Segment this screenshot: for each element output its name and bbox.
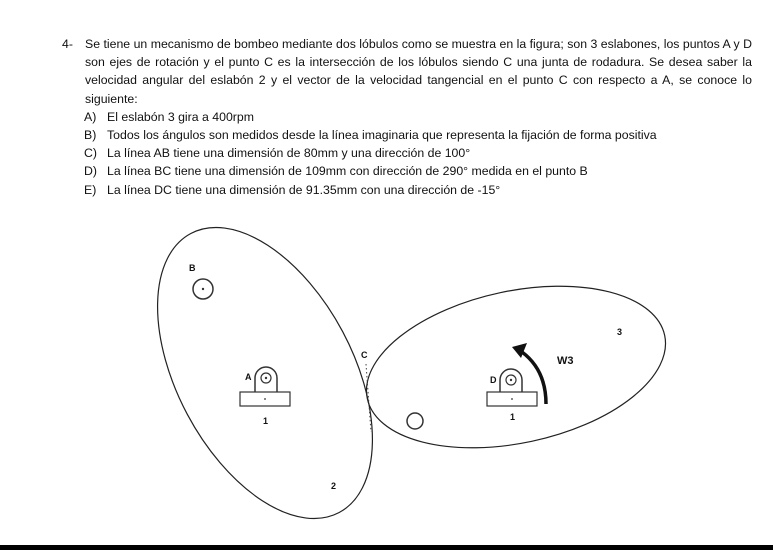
list-item: D) La línea BC tiene una dimensión de 109mm con dirección de 290° medida en el punto B — [84, 164, 588, 179]
label-b: B — [189, 263, 196, 273]
point-b-dot — [202, 288, 204, 290]
page-bottom-border — [0, 545, 773, 550]
list-item: E) La línea DC tiene una dimensión de 91.35mm con una dirección de -15° — [84, 182, 501, 197]
label-ground-right: 1 — [510, 412, 516, 422]
problem-intro: Se tiene un mecanismo de bombeo mediante dos lóbulos como se muestra en la figura; son 3 eslabones, los puntos A y D son ejes de rotación y el punto C es la intersección de los lóbulos siendo C una junta de rodadura. Se desea saber la velocidad angular del eslabón 2 y el vector de la velocidad tangencial en el punto C con respecto a A, se conoce lo siguiente: — [85, 37, 752, 106]
label-link-2: 2 — [331, 481, 337, 491]
label-c: C — [361, 350, 368, 360]
lobe-3-hole — [407, 413, 423, 429]
label-w3: W3 — [557, 355, 574, 367]
label-a: A — [245, 372, 252, 382]
lobe-link-3 — [352, 261, 681, 473]
list-item: B) Todos los ángulos son medidos desde la línea imaginaria que representa la fijación de forma positiva — [84, 128, 657, 143]
label-d: D — [490, 375, 497, 385]
label-link-3: 3 — [617, 327, 623, 337]
label-ground-left: 1 — [263, 416, 269, 426]
problem-number: 4- — [62, 37, 73, 51]
list-item: C) La línea AB tiene una dimensión de 80mm y una dirección de 100° — [84, 146, 471, 161]
list-item: A) El eslabón 3 gira a 400rpm — [84, 109, 254, 124]
